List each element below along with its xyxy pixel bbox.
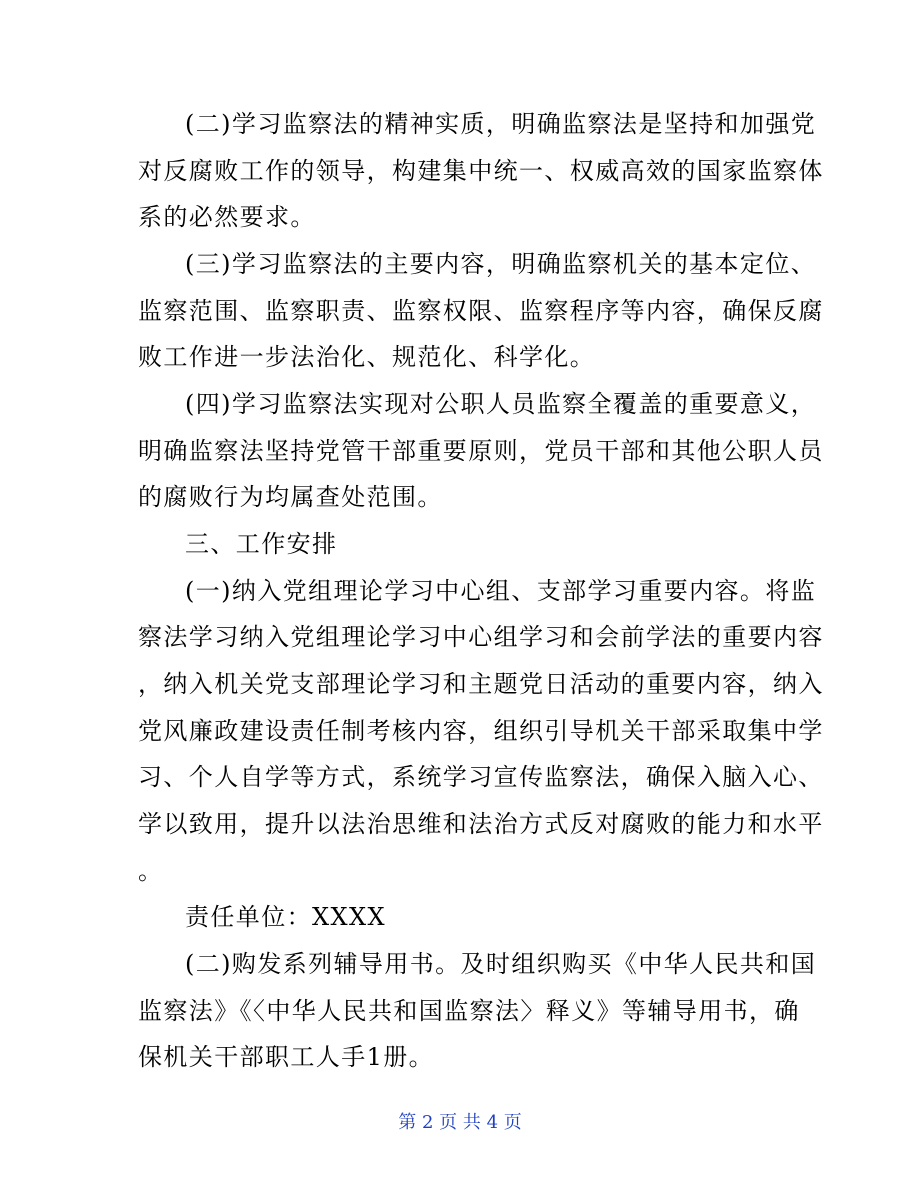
paragraph-line: 。: [138, 857, 164, 885]
paragraph-line: 学以致用，提升以法治思维和法治方式反对腐败的能力和水平: [138, 810, 824, 838]
paragraph-line: (四)学习监察法实现对公职人员监察全覆盖的重要意义，: [185, 390, 817, 418]
paragraph-line: 监察范围、监察职责、监察权限、监察程序等内容，确保反腐: [138, 297, 824, 325]
page-number-footer: 第 2 页 共 4 页: [398, 1112, 522, 1133]
paragraph-line: (一)纳入党组理论学习中心组、支部学习重要内容。将监: [185, 577, 817, 605]
paragraph-line: 的腐败行为均属查处范围。: [138, 483, 443, 511]
paragraph-line: ，纳入机关党支部理论学习和主题党日活动的重要内容，纳入: [138, 670, 824, 698]
section-heading: 三、工作安排: [185, 530, 338, 558]
paragraph-line: 监察法》《〈中华人民共和国监察法〉释义》等辅导用书，确: [138, 997, 800, 1025]
paragraph-line: 系的必然要求。: [138, 203, 316, 231]
paragraph-line: (三)学习监察法的主要内容，明确监察机关的基本定位、: [185, 250, 817, 278]
paragraph-line: 习、个人自学等方式，系统学习宣传监察法，确保入脑入心、: [138, 763, 824, 791]
paragraph-line: 明确监察法坚持党管干部重要原则，党员干部和其他公职人员: [138, 437, 824, 465]
paragraph-line: (二)购发系列辅导用书。及时组织购买《中华人民共和国: [185, 950, 817, 978]
paragraph-line: (二)学习监察法的精神实质，明确监察法是坚持和加强党: [185, 110, 817, 138]
paragraph-line: 败工作进一步法治化、规范化、科学化。: [138, 343, 596, 371]
paragraph-line: 党风廉政建设责任制考核内容，组织引导机关干部采取集中学: [138, 717, 824, 745]
paragraph-line: 对反腐败工作的领导，构建集中统一、权威高效的国家监察体: [138, 157, 824, 185]
paragraph-line: 察法学习纳入党组理论学习中心组学习和会前学法的重要内容: [138, 623, 824, 651]
responsible-unit: 责任单位：XXXX: [185, 903, 386, 931]
paragraph-line: 保机关干部职工人手1册。: [138, 1043, 435, 1071]
